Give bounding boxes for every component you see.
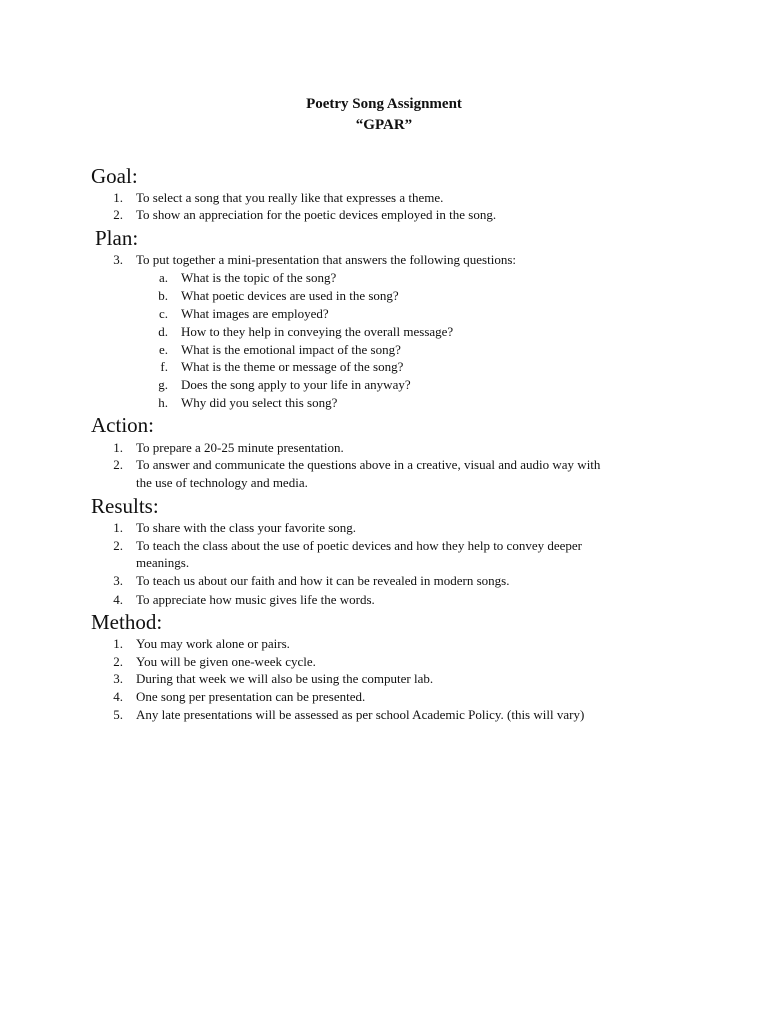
plan-heading: Plan: [95,226,139,250]
list-text: To show an appreciation for the poetic devices employed in the song. [136,207,497,222]
list-text: During that week we will also be using the computer lab. [136,671,434,686]
list-text: You will be given one-week cycle. [136,654,316,669]
list-number: 1. [113,190,123,205]
list-number: 2. [113,457,123,472]
question-letter: b. [158,288,168,303]
question-letter: a. [158,270,168,285]
question-letter: c. [158,306,168,321]
question-letter: f. [160,359,168,374]
question-text: How to they help in conveying the overall message? [181,324,454,339]
list-number: 3. [113,573,123,588]
question-text: Why did you select this song? [181,395,338,410]
list-text: To share with the class your favorite song. [136,520,357,535]
question-letter: d. [158,324,168,339]
list-text: To teach us about our faith and how it can be revealed in modern songs. [136,573,510,588]
list-number: 2. [113,207,123,222]
list-number: 3. [113,252,123,267]
list-text: To appreciate how music gives life the words. [136,592,375,607]
list-text: To put together a mini-presentation that answers the following questions: [136,252,516,267]
document-title: Poetry Song Assignment [306,96,462,112]
question-letter: g. [158,377,168,392]
question-text: What is the emotional impact of the song? [181,342,401,357]
list-text: Any late presentations will be assessed as per school Academic Policy. (this will vary) [136,707,585,722]
list-text: One song per presentation can be presented. [136,689,366,704]
question-text: Does the song apply to your life in anyway? [181,377,411,392]
question-text: What is the theme or message of the song? [181,359,404,374]
method-heading: Method: [91,610,163,634]
list-number: 1. [113,636,123,651]
action-heading: Action: [91,413,154,437]
results-heading: Results: [91,494,159,518]
list-text: To answer and communicate the questions above in a creative, visual and audio way with [136,457,601,472]
question-letter: h. [158,395,168,410]
list-number: 4. [113,689,123,704]
list-text: To teach the class about the use of poetic devices and how they help to convey deeper [136,538,582,553]
list-text: To select a song that you really like that expresses a theme. [136,190,444,205]
list-number: 4. [113,592,123,607]
list-number: 3. [113,671,123,686]
list-number: 1. [113,440,123,455]
list-text: To prepare a 20-25 minute presentation. [136,440,344,455]
list-text: the use of technology and media. [136,475,308,490]
goal-heading: Goal: [91,164,138,188]
question-letter: e. [158,342,168,357]
question-text: What poetic devices are used in the song? [181,288,399,303]
question-text: What is the topic of the song? [181,270,337,285]
question-text: What images are employed? [181,306,329,321]
list-number: 5. [113,707,123,722]
document-subtitle: “GPAR” [355,117,413,133]
list-number: 2. [113,538,123,553]
list-text: meanings. [136,555,190,570]
list-text: You may work alone or pairs. [136,636,290,651]
list-number: 2. [113,654,123,669]
list-number: 1. [113,520,123,535]
